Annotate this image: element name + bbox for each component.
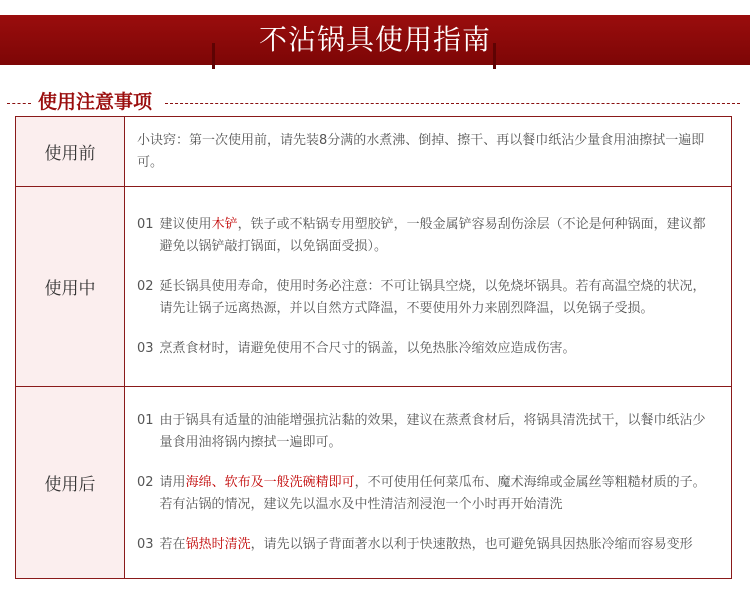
- item-text: 由于锅具有适量的油能增强抗沾黏的效果，建议在蒸煮食材后，将锅具清洗拭干，以餐巾纸沾少量食用油将锅内擦拭一遍即可。: [159, 412, 706, 450]
- banner-title: 不沾锅具使用指南: [258, 23, 491, 56]
- dashed-line-left: [7, 103, 31, 104]
- section-header: [0, 85, 750, 113]
- list-item: [137, 472, 717, 516]
- title-banner: [0, 15, 750, 65]
- highlight-text: 海绵、软布及一般洗碗精即可: [185, 474, 355, 490]
- list-item: [137, 410, 717, 454]
- highlight-text: 锅热时清洗: [185, 536, 251, 552]
- section-title: 使用注意事项: [32, 87, 158, 114]
- item-text: 若在锅热时清洗，请先以锅子背面著水以利于快速散热，也可避免锅具因热胀冷缩而容易变形: [159, 536, 693, 552]
- list-item: [137, 534, 717, 556]
- item-text: 烹煮食材时，请避免使用不合尺寸的锅盖，以免热胀冷缩效应造成伤害。: [159, 340, 576, 356]
- usage-guide-table: [15, 116, 732, 579]
- item-text: 建议使用木铲，铁子或不粘锅专用塑胶铲，一般金属铲容易刮伤涂层（不论是何种锅面，建议都避免以锅铲敲打锅面，以免锅面受损）。: [159, 216, 706, 254]
- row-content-after: [125, 387, 732, 579]
- row-label-before: 使用前: [16, 117, 125, 187]
- item-number: 01: [137, 216, 154, 232]
- table-row-after: [16, 387, 732, 579]
- item-number: 02: [137, 474, 154, 490]
- item-number: 03: [137, 340, 154, 356]
- item-number: 03: [137, 536, 154, 552]
- highlight-text: 木铲: [211, 216, 238, 232]
- item-text: 请用海绵、软布及一般洗碗精即可，不可使用任何菜瓜布、魔术海绵或金属丝等粗糙材质的子。若有沾锅的情况，建议先以温水及中性清洁剂浸泡一个小时再开始清洗: [159, 474, 706, 512]
- item-text: 延长锅具使用寿命，使用时务必注意：不可让锅具空烧，以免烧坏锅具。若有高温空烧的状况，请先让锅子远离热源，并以自然方式降温，不要使用外力来剧烈降温，以免锅子受损。: [159, 278, 706, 316]
- table-row-during: [16, 187, 732, 387]
- row-label-after: 使用后: [16, 387, 125, 579]
- item-number: 01: [137, 412, 154, 428]
- list-item: [137, 214, 717, 258]
- row-content-before: [125, 117, 732, 187]
- item-number: 02: [137, 278, 154, 294]
- list-item: [137, 338, 717, 360]
- row-label-during: 使用中: [16, 187, 125, 387]
- table-row-before: [16, 117, 732, 187]
- list-item: [137, 276, 717, 320]
- tip-text: 小诀窍：第一次使用前，请先装8分满的水煮沸、倒掉、擦干、再以餐巾纸沾少量食用油擦拭一遍即可。: [137, 132, 705, 170]
- dashed-line-right: [165, 103, 740, 104]
- row-content-during: [125, 187, 732, 387]
